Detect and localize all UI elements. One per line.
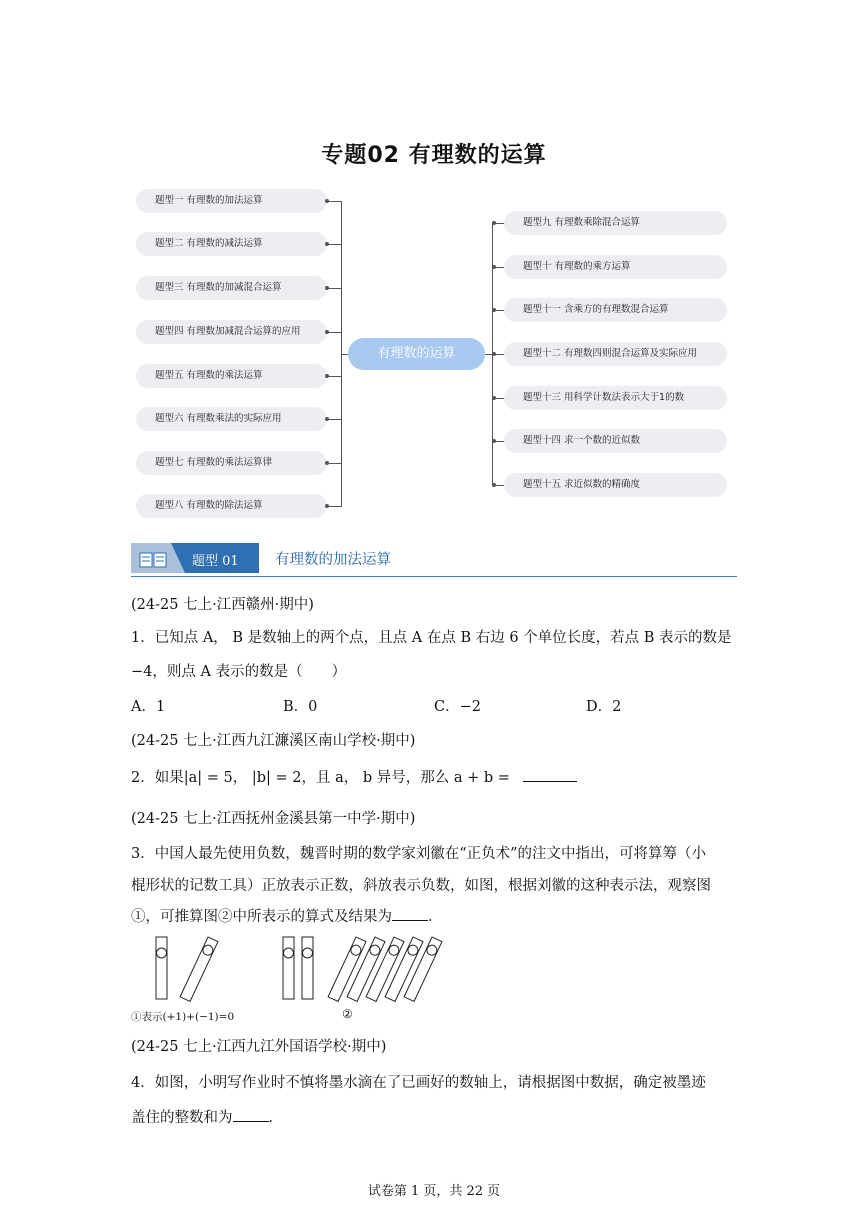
q3-line3: ①，可推算图②中所表示的算式及结果为 ． — [131, 909, 443, 925]
q3-answer-blank[interactable] — [392, 920, 428, 921]
q1-option-b: B．0 — [283, 699, 318, 715]
mindmap-right-item: 题型十三 用科学计数法表示大于1的数 — [504, 386, 727, 410]
q2-source: (24-25 七上·江西九江濂溪区南山学校·期中) — [131, 733, 416, 749]
mindmap-left-item: 题型八 有理数的除法运算 — [136, 494, 327, 518]
page-footer: 试卷第 1 页，共 22 页 — [367, 1184, 501, 1199]
q2-question: 2．如果|a| = 5， |b| = 2，且 a， b 异号，那么 a + b = — [131, 770, 510, 786]
q1-line2: −4，则点 A 表示的数是（ ） — [131, 664, 347, 680]
q1-option-d: D．2 — [586, 699, 622, 715]
q4-line2: 盖住的整数和为 ． — [131, 1110, 283, 1126]
section-title: 有理数的加法运算 — [275, 552, 391, 568]
q1-line1: 1．已知点 A， B 是数轴上的两个点，且点 A 在点 B 右边 6 个单位长度，若点 B 表示的数是 — [131, 630, 732, 646]
q3-line3-text: ①，可推算图②中所表示的算式及结果为 — [131, 909, 392, 925]
mindmap-center: 有理数的运算 — [348, 338, 485, 370]
mindmap-left-item: 题型一 有理数的加法运算 — [136, 189, 327, 213]
mindmap-left-item: 题型六 有理数乘法的实际应用 — [136, 407, 327, 431]
q2-text — [131, 766, 577, 787]
mindmap-right-item: 题型十 有理数的乘方运算 — [504, 255, 727, 279]
fig1-caption: ①表示(+1)+(−1)=0 — [131, 1011, 235, 1023]
q1-option-a: A．1 — [131, 699, 166, 715]
mindmap-right-item: 题型十一 含乘方的有理数混合运算 — [504, 298, 727, 322]
q4-line1: 4．如图，小明写作业时不慎将墨水滴在了已画好的数轴上，请根据图中数据，确定被墨迹 — [131, 1075, 706, 1091]
book-icon — [140, 551, 170, 567]
q3-source: (24-25 七上·江西抚州金溪县第一中学·期中) — [131, 811, 416, 827]
q4-line2-text: 盖住的整数和为 — [131, 1110, 233, 1126]
mindmap-right-item: 题型十五 求近似数的精确度 — [504, 473, 727, 497]
mindmap-left-item: 题型七 有理数的乘法运算律 — [136, 451, 327, 475]
q3-line2: 棍形状的记数工具）正放表示正数，斜放表示负数，如图，根据刘徽的这种表示法，观察图 — [131, 878, 711, 894]
mindmap-left-item: 题型三 有理数的加减混合运算 — [136, 276, 327, 300]
fig2-caption: ② — [342, 1007, 353, 1021]
section-tag: 题型 01 — [192, 554, 239, 569]
mindmap-left-item: 题型二 有理数的减法运算 — [136, 232, 327, 256]
mindmap-right-item: 题型十二 有理数四则混合运算及实际应用 — [504, 342, 727, 366]
section-underline — [131, 576, 737, 577]
mindmap-right-item: 题型九 有理数乘除混合运算 — [504, 211, 727, 235]
mindmap-left-item: 题型四 有理数加减混合运算的应用 — [136, 320, 327, 344]
mindmap-left-item: 题型五 有理数的乘法运算 — [136, 364, 327, 388]
mindmap-right-item: 题型十四 求一个数的近似数 — [504, 429, 727, 453]
q2-answer-blank[interactable] — [523, 781, 577, 782]
q4-answer-blank[interactable] — [233, 1121, 269, 1122]
page-title: 专题02 有理数的运算 — [321, 143, 547, 168]
q4-source: (24-25 七上·江西九江外国语学校·期中) — [131, 1039, 387, 1055]
q3-line1: 3．中国人最先使用负数，魏晋时期的数学家刘徽在“正负术”的注文中指出，可将算筹（小 — [131, 846, 707, 862]
counting-rods-figure — [150, 925, 450, 1005]
q1-source: (24-25 七上·江西赣州·期中) — [131, 597, 314, 613]
q1-option-c: C．−2 — [434, 699, 481, 715]
